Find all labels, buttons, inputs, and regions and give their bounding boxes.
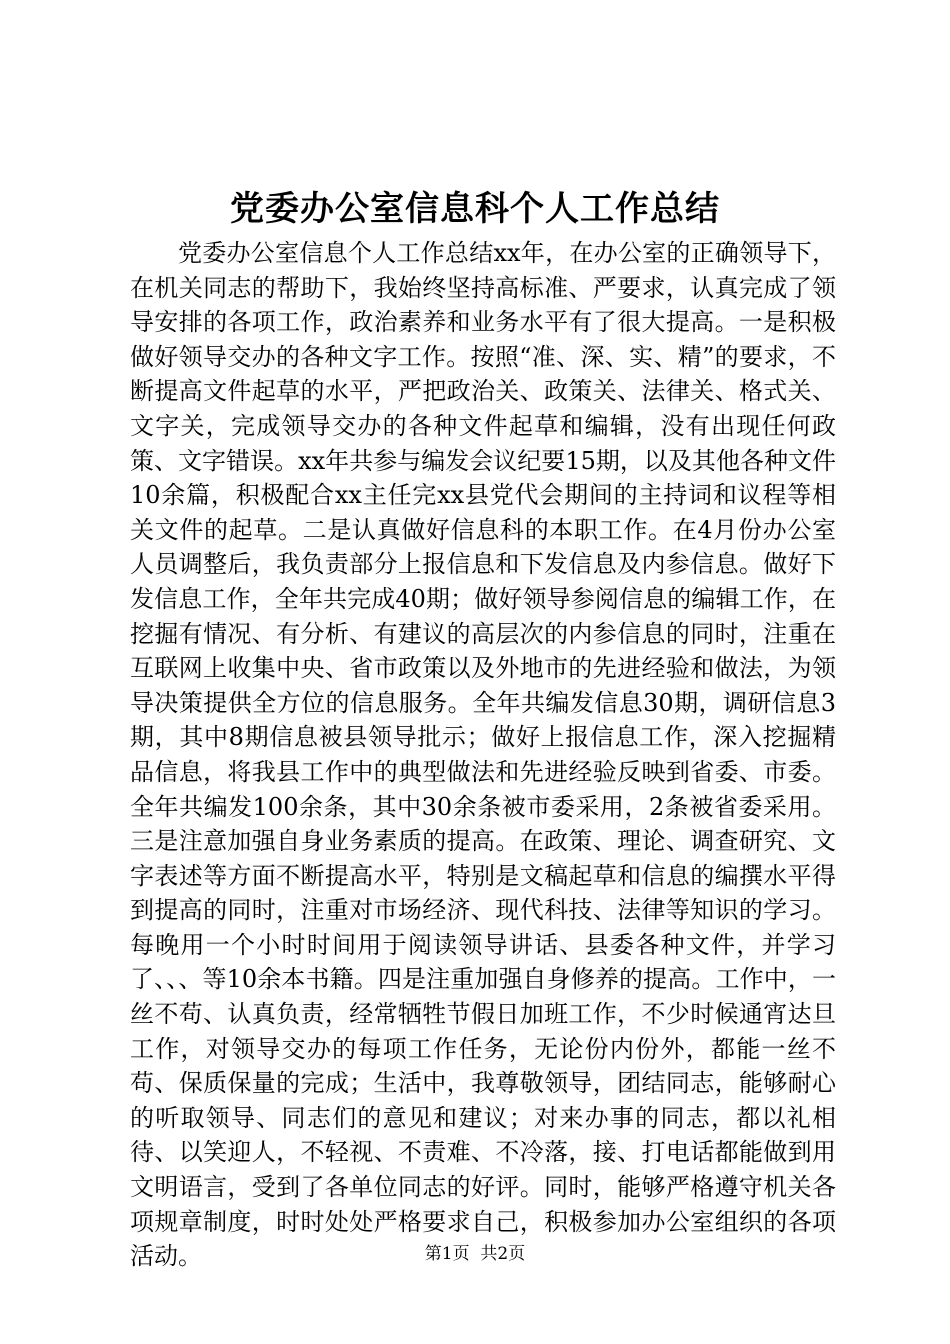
footer-spacer: [470, 1244, 481, 1264]
document-title: 党委办公室信息科个人工作总结: [230, 189, 720, 229]
page-number-current: 第1页: [424, 1244, 470, 1264]
page-number-total: 共2页: [480, 1244, 526, 1264]
document-body-paragraph: 党委办公室信息个人工作总结xx年，在办公室的正确领导下，在机关同志的帮助下，我始终坚持高标准、严要求，认真完成了领导安排的各项工作，政治素养和业务水平有了很大提高。一是积极做好领导交办的各种文字工作。按照“准、深、实、精”的要求，不断提高文件起草的水平，严把政治关、政策关、法律关、格式关、文字关，完成领导交办的各种文件起草和编辑，没有出现任何政策、文字错误。xx年共参与编发会议纪要15期，以及其他各种文件10余篇，积极配合xx主任完xx县党代会期间的主持词和议程等相关文件的起草。二是认真做好信息科的本职工作。在4月份办公室人员调整后，我负责部分上报信息和下发信息及内参信息。做好下发信息工作，全年共完成40期；做好领导参阅信息的编辑工作，在挖掘有情况、有分析、有建议的高层次的内参信息的同时，注重在互联网上收集中央、省市政策以及外地市的先进经验和做法，为领导决策提供全方位的信息服务。全年共编发信息30期，调研信息3期，其中8期信息被县领导批示；做好上报信息工作，深入挖掘精品信息，将我县工作中的典型做法和先进经验反映到省委、市委。全年共编发100余条，其中30余条被市委采用，2条被省委采用。三是注意加强自身业务素质的提高。在政策、理论、调查研究、文字表述等方面不断提高水平，特别是文稿起草和信息的编撰水平得到提高的同时，注重对市场经济、现代科技、法律等知识的学习。每晚用一个小时时间用于阅读领导讲话、县委各种文件，并学习了、、、等10余本书籍。四是注重加强自身修养的提高。工作中，一丝不苟、认真负责，经常牺牲节假日加班工作，不少时候通宵达旦工作，对领导交办的每项工作任务，无论份内份外，都能一丝不苟、保质保量的完成；生活中，我尊敬领导，团结同志，能够耐心的听取领导、同志们的意见和建议；对来办事的同志，都以礼相待、以笑迎人，不轻视、不责难、不冷落，接、打电话都能做到用文明语言，受到了各单位同志的好评。同时，能够严格遵守机关各项规章制度，时时处处严格要求自己，积极参加办公室组织的各项活动。: [130, 239, 836, 1271]
page-footer: [0, 1242, 950, 1266]
